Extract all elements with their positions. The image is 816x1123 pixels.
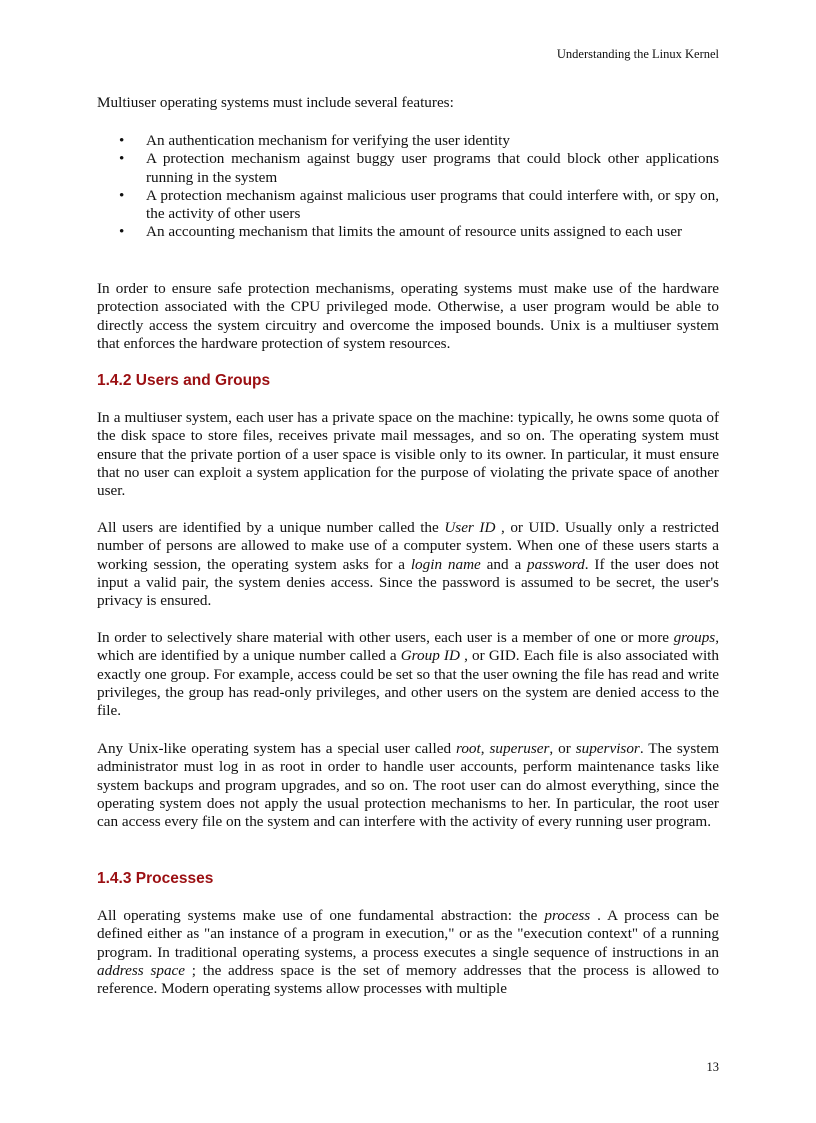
paragraph-text <box>97 519 719 610</box>
paragraph-text <box>97 740 719 831</box>
text-run: All users are identified by a unique number called the <box>97 519 445 536</box>
intro-paragraph <box>97 94 719 112</box>
running-header: Understanding the Linux Kernel <box>556 47 719 61</box>
text-run: Any Unix-like operating system has a special user called <box>97 740 456 757</box>
list-item-text: An accounting mechanism that limits the amount of resource units assigned to each user <box>146 223 683 241</box>
section-heading-users-groups: 1.4.2 Users and Groups <box>97 372 271 389</box>
paragraph-text <box>97 409 719 500</box>
emphasized-term: address space <box>97 961 186 979</box>
list-item-text: A protection mechanism against malicious user programs that could interfere with, or spy on, the activity of other users <box>146 186 719 223</box>
paragraph-users-3 <box>97 629 719 720</box>
text-run: , <box>480 740 490 757</box>
list-item-text: A protection mechanism against buggy user programs that could block other applications running in the system <box>146 150 719 186</box>
list-item <box>97 223 719 241</box>
section-heading-processes: 1.4.3 Processes <box>97 870 214 887</box>
emphasized-term: process <box>544 907 591 924</box>
text-run: In a multiuser system, each user has a private space on the machine: typically, he owns some quota of the disk space to store files, receives private mail messages, and so on. The operating system must ensure that the private portion of a user space is visible only to its owner. In particular, it must ensure that no user can exploit a system application for the purpose of violating the private space of another user. <box>97 409 719 500</box>
text-run: . The system administrator must log in as root in order to handle user accounts, perform maintenance tasks like system backups and program upgrades, and so on. The root user can do almost everything, since the operating system does not apply the usual protection mechanisms to her. In particular, the root user can access every file on the system and can interfere with the activity of every running user program. <box>97 740 720 831</box>
text-run: . If the user does not input a valid pair, the system denies access. Since the password is assumed to be secret, the user's privacy is ensured. <box>97 555 720 610</box>
emphasized-term: superuser <box>489 740 550 757</box>
text-run: In order to ensure safe protection mechanisms, operating systems must make use of the hardware protection associated with the CPU privileged mode. Otherwise, a user program would be able to directly access the system circuitry and overcome the imposed bounds. Unix is a multiuser system that enforces the hardware protection of system resources. <box>97 280 719 352</box>
emphasized-term: supervisor <box>575 740 640 757</box>
paragraph-protection <box>97 280 719 353</box>
text-run: In order to selectively share material with other users, each user is a member of one or more <box>97 629 674 646</box>
emphasized-term: login name <box>410 555 481 573</box>
bullet-icon: • <box>119 132 125 149</box>
paragraph-text <box>97 629 719 720</box>
text-run: , or UID. Usually only a restricted number of persons are allowed to make use of a computer system. When one of these users starts a working session, the operating system asks for a <box>97 519 719 573</box>
list-item-text: An authentication mechanism for verifying the user identity <box>146 132 510 149</box>
emphasized-term: Group ID <box>400 647 460 665</box>
text-run: All operating systems make use of one fundamental abstraction: the <box>97 907 545 924</box>
emphasized-term: root <box>455 740 481 757</box>
text-run: , or GID. Each file is also associated with exactly one group. For example, access could be set so that the user owning the file has read and write privileges, the group has read-only privileges, and other users on the system are denied access to the file. <box>97 647 719 720</box>
bullet-icon: • <box>119 223 125 241</box>
paragraph-users-4 <box>97 740 719 831</box>
text-run: , or <box>549 740 576 757</box>
paragraph-processes-1 <box>97 907 719 998</box>
paragraph-users-1 <box>97 409 719 500</box>
feature-list <box>97 132 719 242</box>
emphasized-term: User ID <box>444 519 496 536</box>
paragraph-users-2 <box>97 519 719 610</box>
text-run: and a <box>480 555 528 573</box>
intro-text: Multiuser operating systems must include several features: <box>97 94 454 111</box>
text-run: . A process can be defined either as "an instance of a program in execution," or as the "execution context" of a running program. In traditional operating systems, a process executes a single sequence of instructions in an <box>97 907 720 961</box>
text-run: ; the address space is the set of memory addresses that the process is allowed to reference. Modern operating systems allow processes with multiple <box>97 961 719 998</box>
paragraph-text <box>97 907 719 998</box>
list-item <box>97 132 719 150</box>
list-item <box>97 150 719 187</box>
page-number: 13 <box>706 1060 719 1074</box>
paragraph-text <box>97 280 719 353</box>
bullet-icon: • <box>119 150 125 168</box>
list-item <box>97 187 719 224</box>
emphasized-term: password <box>527 555 585 573</box>
bullet-icon: • <box>119 186 125 204</box>
text-run: , which are identified by a unique number called a <box>97 629 719 665</box>
emphasized-term: groups <box>673 629 716 646</box>
